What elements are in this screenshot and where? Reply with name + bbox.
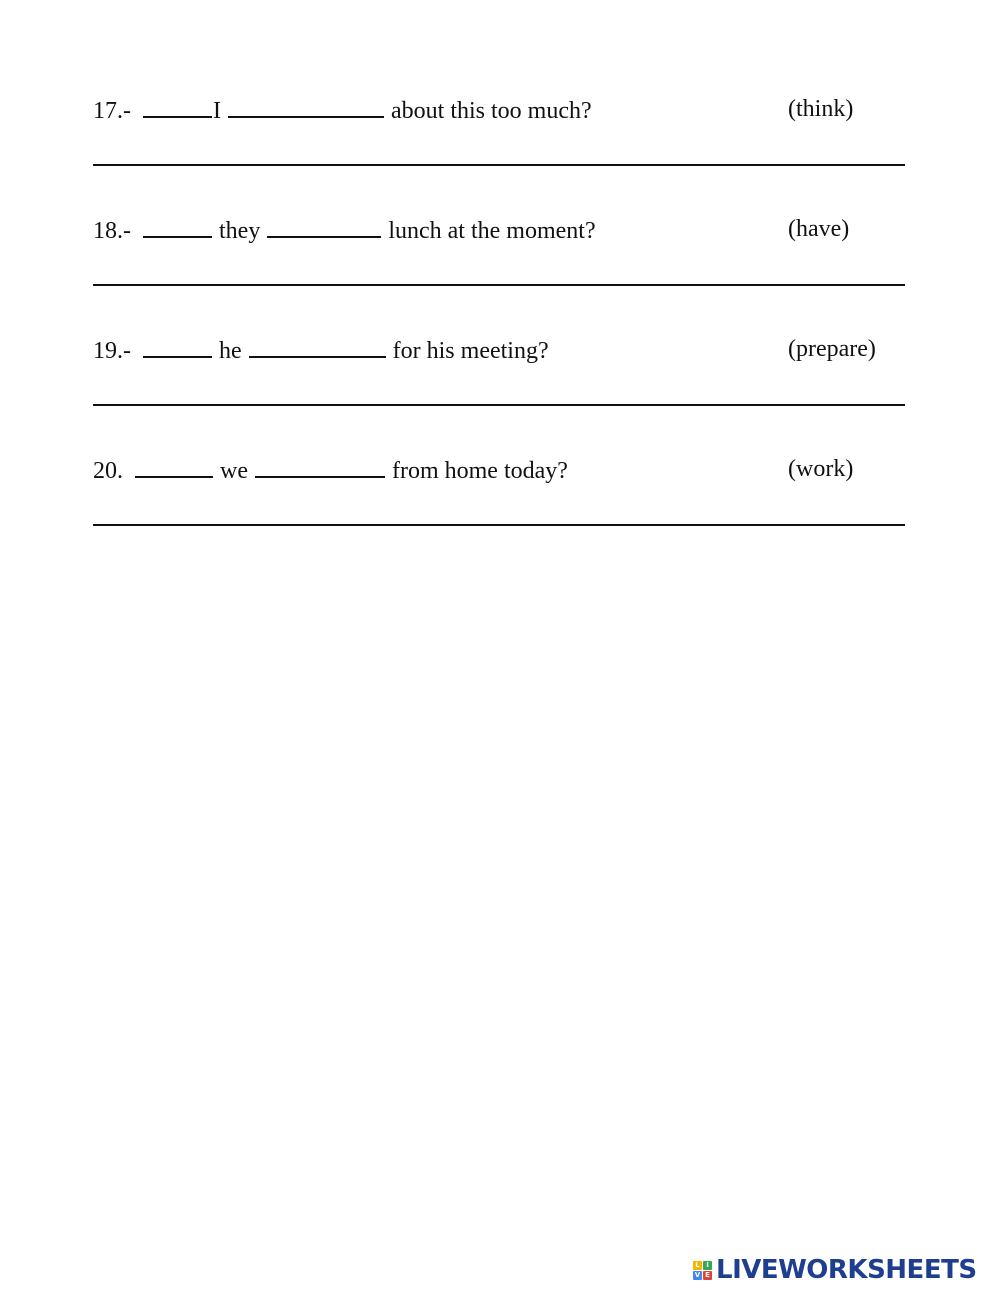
exercise-number: 20. [93,458,123,484]
auxiliary-blank[interactable] [143,214,212,238]
auxiliary-blank[interactable] [135,454,213,478]
verb-hint: (prepare) [788,336,876,362]
sentence-ending: about this too much? [391,98,592,124]
logo-text: LIVEWORKSHEETS [716,1255,977,1285]
subject-word: I [213,98,221,124]
exercise-20 [93,454,905,544]
logo-mark-tile: L [693,1261,702,1270]
sentence-ending: lunch at the moment? [388,218,596,244]
logo-mark-icon [693,1261,712,1280]
verb-blank[interactable] [267,214,381,238]
answer-line[interactable] [93,164,905,166]
exercise-number: 17.- [93,98,131,124]
answer-line[interactable] [93,524,905,526]
verb-blank[interactable] [255,454,385,478]
verb-hint: (think) [788,96,854,122]
liveworksheets-logo [693,1254,977,1286]
exercise-sentence [93,214,596,246]
subject-word: we [220,458,248,484]
auxiliary-blank[interactable] [143,94,212,118]
answer-line[interactable] [93,284,905,286]
subject-word: he [219,338,242,364]
verb-blank[interactable] [249,334,386,358]
logo-mark-tile: I [703,1261,712,1270]
answer-line[interactable] [93,404,905,406]
exercise-number: 19.- [93,338,131,364]
verb-hint: (work) [788,456,854,482]
exercise-sentence [93,94,592,126]
exercise-sentence [93,334,549,366]
exercise-17 [93,94,905,184]
exercise-19 [93,334,905,424]
sentence-ending: from home today? [391,458,568,484]
subject-word: they [219,218,261,244]
sentence-ending: for his meeting? [392,338,549,364]
exercise-sentence [93,454,568,486]
auxiliary-blank[interactable] [143,334,212,358]
verb-blank[interactable] [228,94,384,118]
logo-mark-tile: E [703,1271,712,1280]
logo-mark-tile: V [694,1270,701,1279]
verb-hint: (have) [788,216,850,242]
exercise-18 [93,214,905,304]
exercise-number: 18.- [93,218,131,244]
